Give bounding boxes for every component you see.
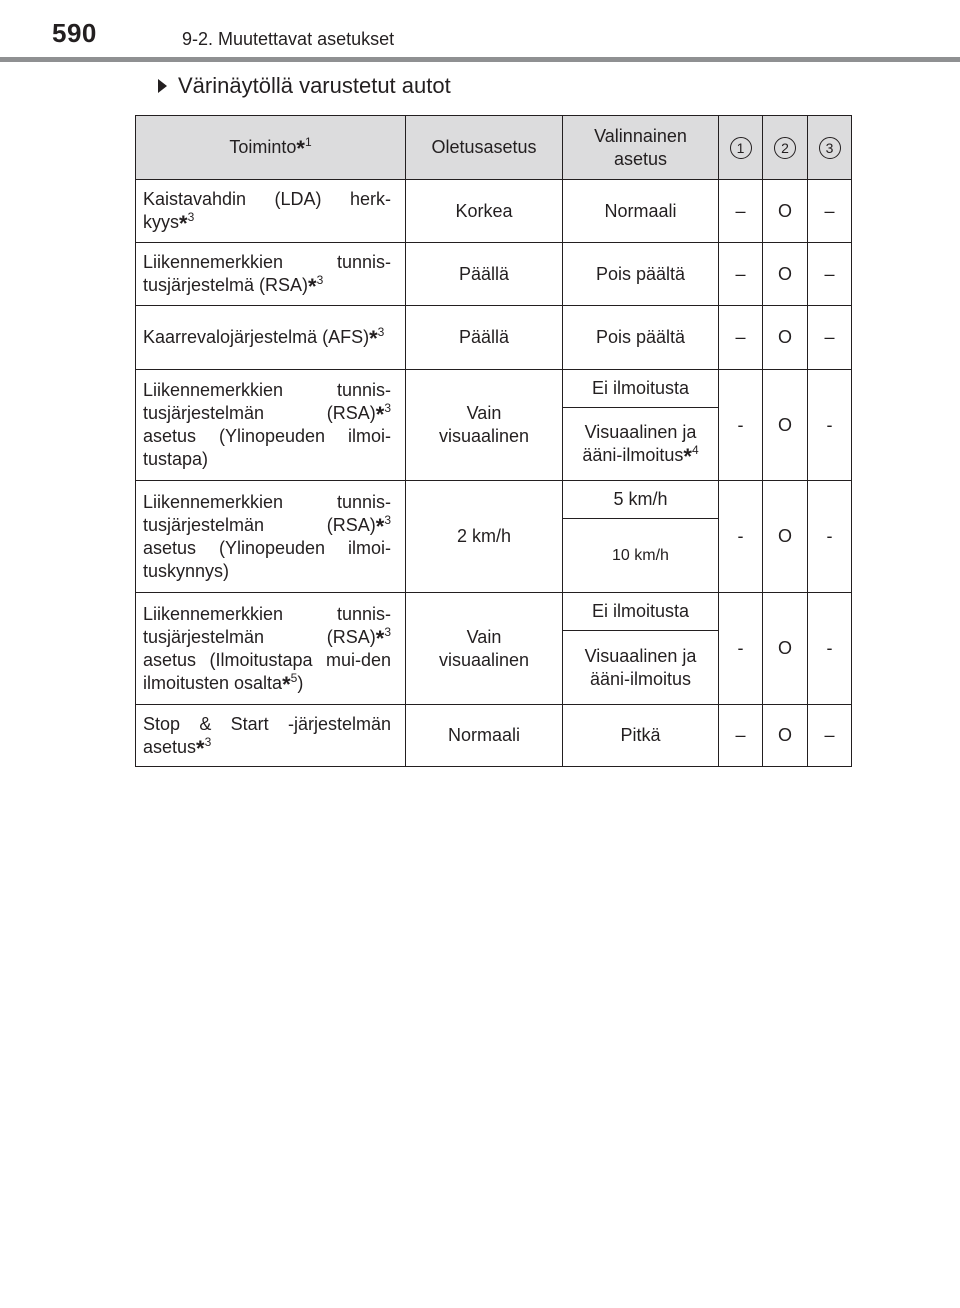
option-cell: 5 km/h xyxy=(563,481,719,519)
table-row xyxy=(136,705,852,767)
page-number: 590 xyxy=(52,18,97,48)
header-col-1 xyxy=(719,116,763,180)
function-cell: Kaistavahdin (LDA) herk-kyys*$^3$ xyxy=(136,180,406,243)
settings-table xyxy=(135,115,852,767)
col3-cell: – xyxy=(808,243,852,306)
default-cell: Vain visuaalinen xyxy=(406,593,563,705)
default-cell: 2 km/h xyxy=(406,481,563,593)
col2-cell: O xyxy=(763,370,808,481)
circled-number-icon: 1 xyxy=(730,137,752,159)
col2-cell: O xyxy=(763,481,808,593)
option-cell: Pitkä xyxy=(563,705,719,767)
col2-cell: O xyxy=(763,243,808,306)
header-col-3 xyxy=(808,116,852,180)
page-header xyxy=(0,0,960,64)
default-cell: Päällä xyxy=(406,243,563,306)
col1-cell: - xyxy=(719,370,763,481)
function-cell: Liikennemerkkien tunnis-tusjärjestelmän (RSA)*$^3$ asetus (Ylinopeuden ilmoi-tuskynnys) xyxy=(136,481,406,593)
option-cell: Ei ilmoitusta xyxy=(563,593,719,631)
col3-cell: - xyxy=(808,593,852,705)
function-cell: Stop & Start -järjestelmän asetus*$^3$ xyxy=(136,705,406,767)
header-optional: Valinnainen asetus xyxy=(563,116,719,180)
table-row xyxy=(136,243,852,306)
circled-number-icon: 3 xyxy=(819,137,841,159)
section-heading xyxy=(158,72,451,100)
col3-cell: – xyxy=(808,180,852,243)
function-cell: Liikennemerkkien tunnis-tusjärjestelmä (RSA)*$^3$ xyxy=(136,243,406,306)
circled-number-icon: 2 xyxy=(774,137,796,159)
col1-cell: - xyxy=(719,593,763,705)
option-cell: Ei ilmoitusta xyxy=(563,370,719,408)
function-cell: Kaarrevalojärjestelmä (AFS)*$^3$ xyxy=(136,306,406,370)
option-cell: Pois päältä xyxy=(563,306,719,370)
option-cell: Visuaalinen ja ääni-ilmoitus xyxy=(563,631,719,705)
col2-cell: O xyxy=(763,705,808,767)
header-function: Toiminto*$^1$ xyxy=(136,116,406,180)
option-cell: Pois päältä xyxy=(563,243,719,306)
col3-cell: - xyxy=(808,481,852,593)
header-col-2 xyxy=(763,116,808,180)
default-cell: Korkea xyxy=(406,180,563,243)
triangle-bullet-icon xyxy=(158,79,167,93)
col2-cell: O xyxy=(763,306,808,370)
header-default: Oletusasetus xyxy=(406,116,563,180)
col2-cell: O xyxy=(763,593,808,705)
option-cell: 10 km/h xyxy=(563,519,719,593)
default-cell: Päällä xyxy=(406,306,563,370)
col1-cell: - xyxy=(719,481,763,593)
table-header-row xyxy=(136,116,852,180)
chapter-title: 9-2. Muutettavat asetukset xyxy=(182,29,395,49)
header-rule xyxy=(0,57,960,62)
col1-cell: – xyxy=(719,705,763,767)
table-row xyxy=(136,180,852,243)
col1-cell: – xyxy=(719,306,763,370)
function-cell: Liikennemerkkien tunnis-tusjärjestelmän (RSA)*$^3$ asetus (Ylinopeuden ilmoi-tustapa) xyxy=(136,370,406,481)
function-cell: Liikennemerkkien tunnis-tusjärjestelmän (RSA)*$^3$ asetus (Ilmoitustapa mui-den ilmoitusten osalta*$^5$) xyxy=(136,593,406,705)
table-row xyxy=(136,481,852,519)
col3-cell: – xyxy=(808,705,852,767)
col2-cell: O xyxy=(763,180,808,243)
table-row xyxy=(136,593,852,631)
option-cell: Visuaalinen ja ääni-ilmoitus*$^4$ xyxy=(563,408,719,481)
table-row xyxy=(136,370,852,408)
col3-cell: – xyxy=(808,306,852,370)
default-cell: Normaali xyxy=(406,705,563,767)
col1-cell: – xyxy=(719,180,763,243)
option-cell: Normaali xyxy=(563,180,719,243)
col3-cell: - xyxy=(808,370,852,481)
section-title: Värinäytöllä varustetut autot xyxy=(178,73,451,98)
default-cell: Vain visuaalinen xyxy=(406,370,563,481)
col1-cell: – xyxy=(719,243,763,306)
table-row xyxy=(136,306,852,370)
